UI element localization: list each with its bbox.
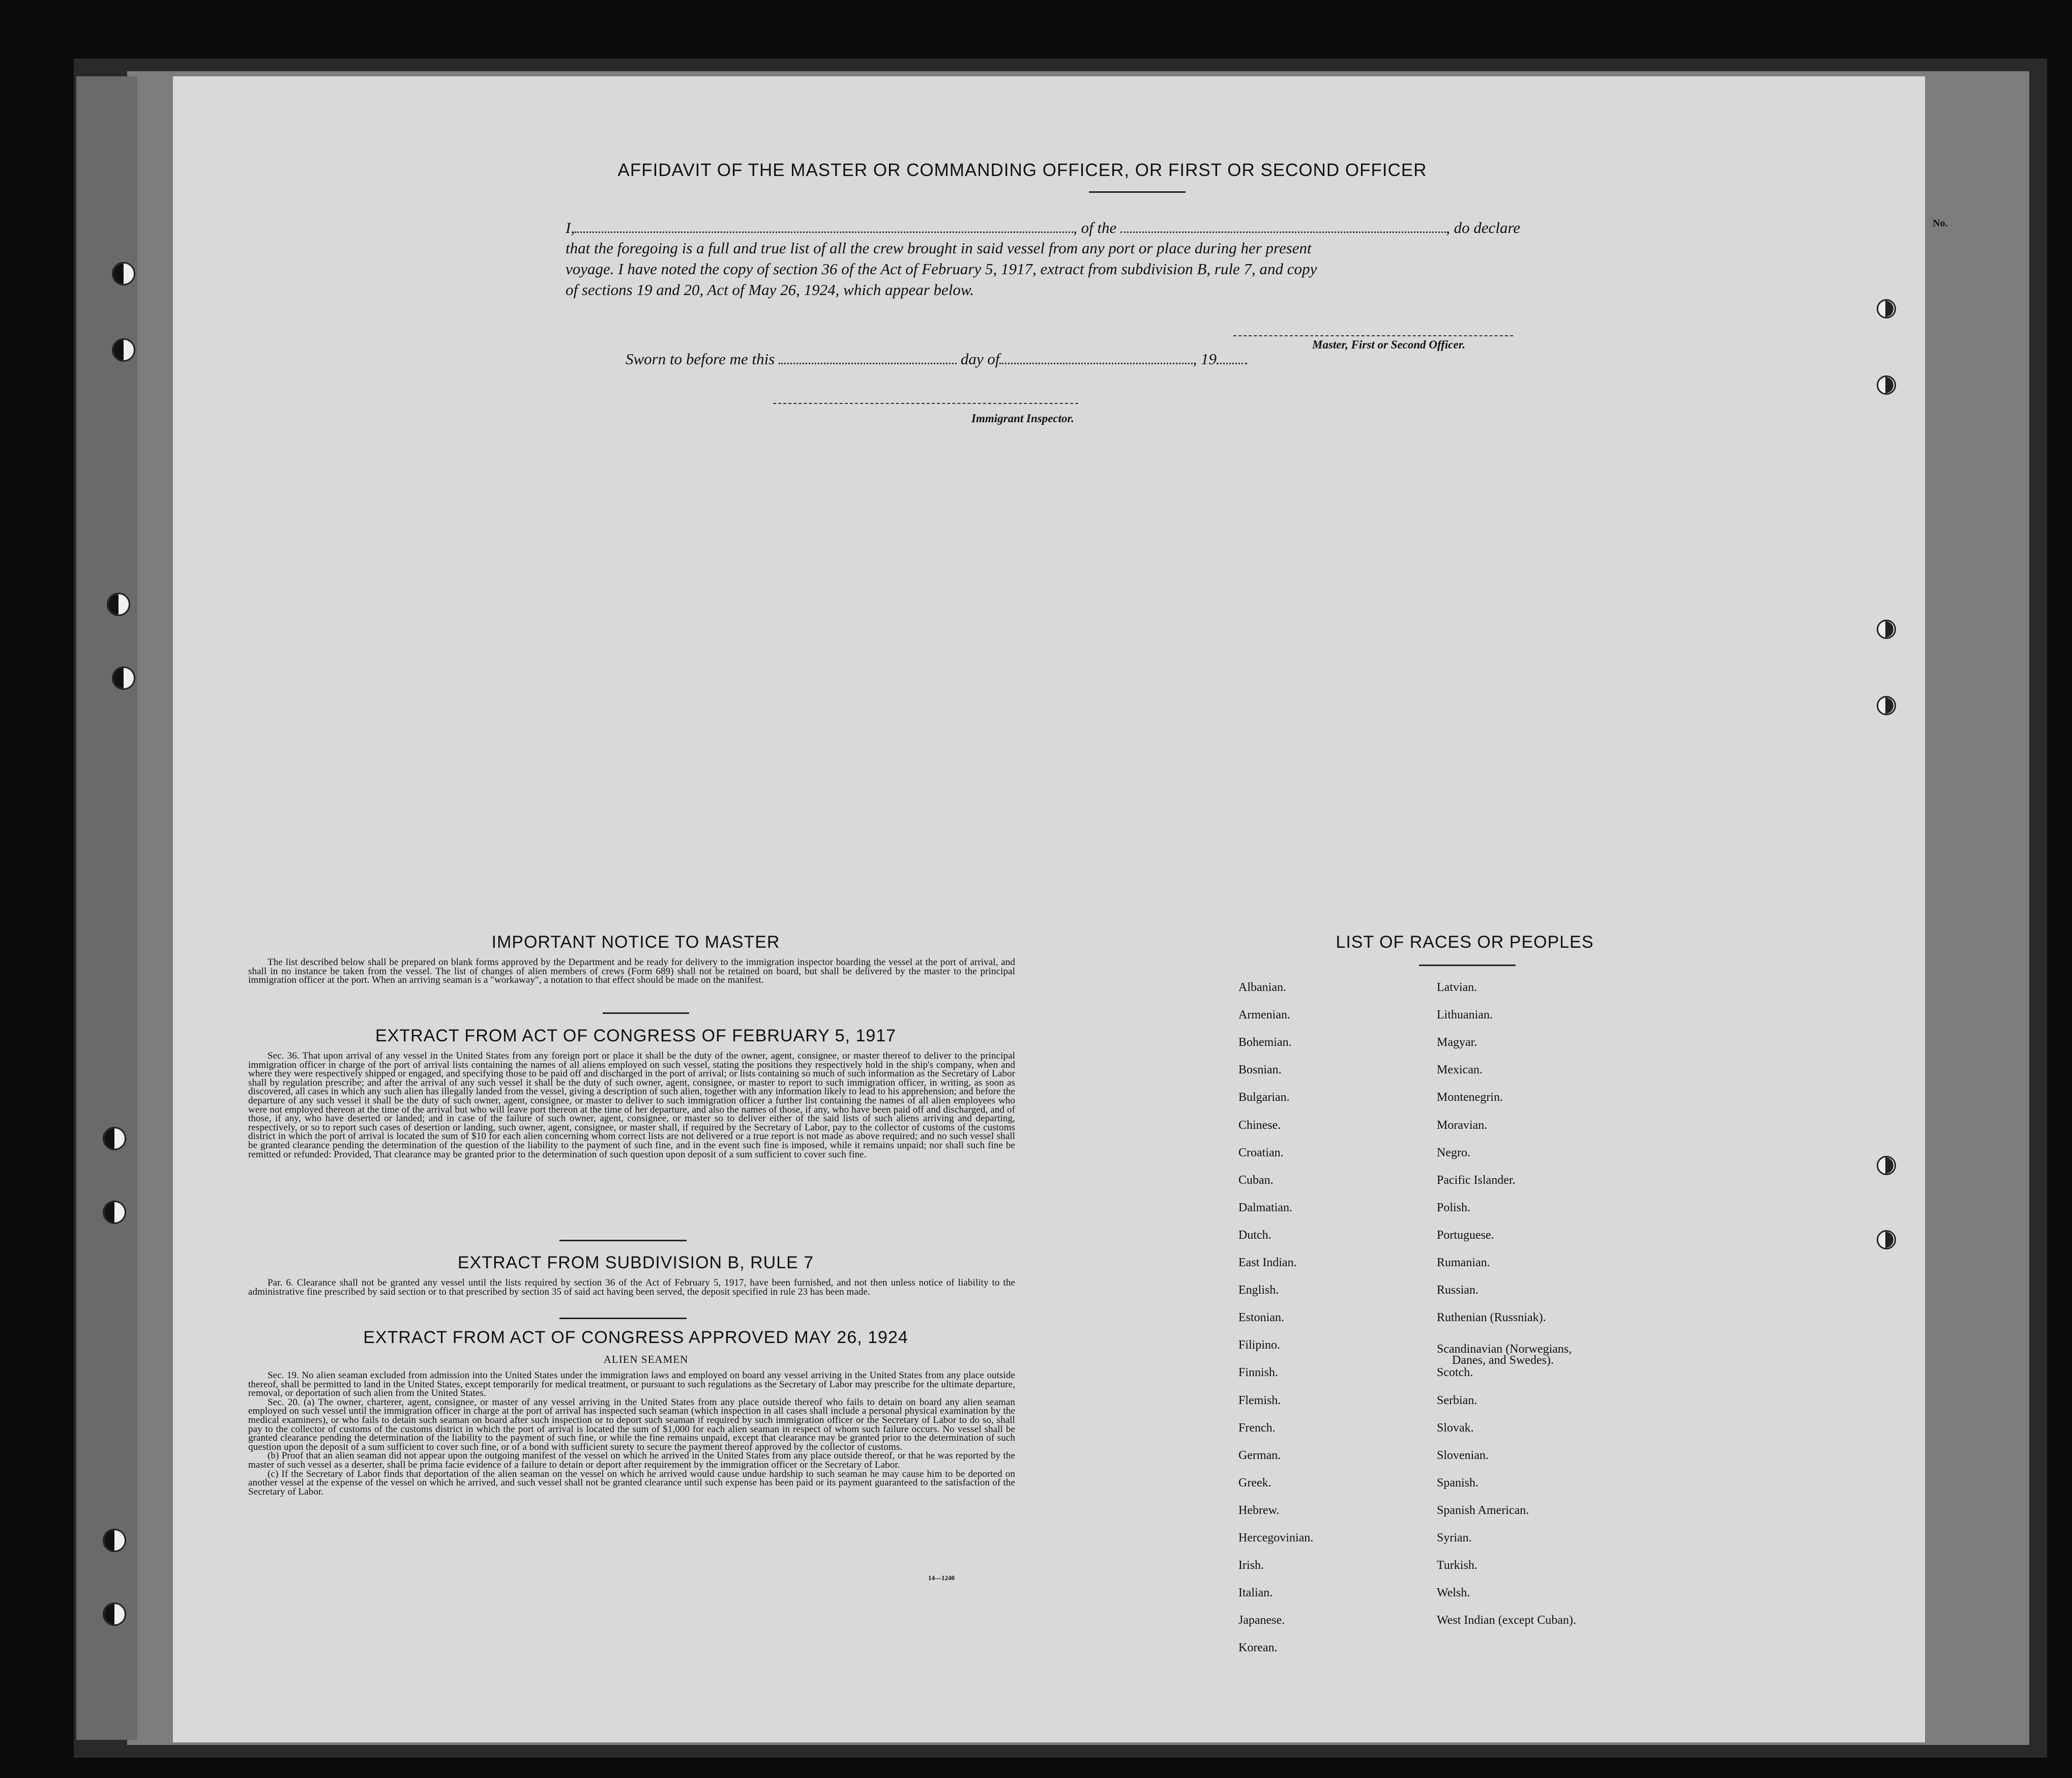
binding-hole-icon [103, 1529, 126, 1552]
binding-hole-icon [103, 1602, 126, 1626]
binding-hole-icon [112, 666, 135, 690]
alien-seamen-subtitle: ALIEN SEAMEN [603, 1353, 689, 1365]
document-page [173, 76, 1948, 1742]
binding-hole-icon [112, 338, 135, 362]
race-item: Welsh. [1437, 1586, 1470, 1600]
master-signature-line[interactable] [1233, 334, 1513, 336]
race-item: Serbian. [1437, 1393, 1477, 1407]
subdivision-b-title: EXTRACT FROM SUBDIVISION B, RULE 7 [457, 1253, 814, 1272]
form-code: 14—1240 [928, 1574, 955, 1582]
race-item: Japanese. [1238, 1614, 1285, 1627]
extract-1917-text [248, 1052, 1015, 1159]
race-item: Portuguese. [1437, 1228, 1494, 1242]
race-item: Moravian. [1437, 1118, 1488, 1132]
race-item: Slovenian. [1437, 1448, 1489, 1462]
sworn-label: Sworn to before me this [626, 350, 775, 368]
inspector-signature-line[interactable] [773, 402, 1078, 404]
sec-20a-paragraph: Sec. 20. (a) The owner, charterer, agent, consignee, or master of any vessel arriving in the United States from any place outside thereof who fails to detain on board any alien seaman employed on such vessel until the immigration officer in charge at the port of arrival has inspected such seaman (which inspection in all cases shall include a personal physical examination by the medical examiners), or who fails to detain such seaman on board after such inspection or to deport such seaman if required by such immigration officer or the Secretary of Labor to do so, shall pay to the collector of customs of the customs district in which the port of arrival is located the sum of $1,000 for each alien seaman in respect of whom such failure occurs. No vessel shall be granted clearance pending the determination of the liability to the payment of such fine, or while the fine remains unpaid, except that clearance may be granted prior to the determination of such question upon the deposit of a sum sufficient to cover such fine, or of a bond with sufficient surety to secure the payment thereof approved by the collector of customs. [248, 1396, 1015, 1452]
race-item: Korean. [1238, 1641, 1278, 1655]
race-item: Bohemian. [1238, 1036, 1292, 1050]
race-item: Spanish. [1437, 1476, 1479, 1490]
race-item: Montenegrin. [1437, 1091, 1503, 1104]
race-item: Ruthenian (Russniak). [1437, 1311, 1546, 1325]
race-item: Magyar. [1437, 1036, 1477, 1050]
race-item: West Indian (except Cuban). [1437, 1614, 1576, 1627]
subdivision-b-text [248, 1278, 1015, 1296]
notice-paragraph: The list described below shall be prepared on blank forms approved by the Department and be ready for delivery to the immigration inspector boarding the vessel at the port of arrival, and shall in no instance be taken from the vessel. The list of changes of alien members of crews (Form 689) shall not be retained on board, but shall be delivered by the master to the principal immigration officer at the port. When an arriving seaman is a "workaway", a notation to that effect should be made on the manifest. [248, 957, 1015, 986]
sheet-number: No. [1933, 218, 1948, 229]
margin-hole-icon [1877, 1156, 1896, 1175]
inspector-label: Immigrant Inspector. [971, 412, 1074, 425]
race-item: Slovak. [1437, 1421, 1474, 1435]
title-underline [1089, 191, 1186, 193]
race-item: Latvian. [1437, 981, 1477, 994]
affidavit-declaration-line [566, 219, 1520, 237]
sworn-line [626, 350, 1247, 368]
vessel-name-field[interactable] [1120, 220, 1446, 233]
race-item: Syrian. [1437, 1531, 1472, 1544]
race-item: Armenian. [1238, 1008, 1290, 1022]
margin-hole-icon [1877, 1230, 1896, 1249]
race-item: Polish. [1437, 1201, 1471, 1214]
race-item: French. [1238, 1421, 1276, 1435]
affidavit-title: AFFIDAVIT OF THE MASTER OR COMMANDING OFFICER, OR FIRST OR SECOND OFFICER [617, 160, 1427, 180]
race-item: Bulgarian. [1238, 1091, 1290, 1104]
affidavit-text-line: voyage. I have noted the copy of section 36 of the Act of February 5, 1917, extract from subdivision B, rule 7, and copy [566, 260, 1317, 278]
declarant-label: I, [566, 219, 575, 237]
notice-title: IMPORTANT NOTICE TO MASTER [491, 932, 780, 952]
race-item: Dutch. [1238, 1228, 1271, 1242]
races-title-underline [1419, 965, 1516, 966]
sworn-month-field[interactable] [999, 352, 1193, 364]
master-signature-label: Master, First or Second Officer. [1312, 338, 1466, 351]
section-divider [559, 1240, 687, 1241]
race-item: Hercegovinian. [1238, 1531, 1314, 1544]
race-item: German. [1238, 1448, 1281, 1462]
race-item: Dalmatian. [1238, 1201, 1292, 1214]
race-item: Turkish. [1437, 1559, 1477, 1572]
race-item: English. [1238, 1284, 1279, 1297]
extract-1924-title: EXTRACT FROM ACT OF CONGRESS APPROVED MAY 26, 1924 [363, 1328, 908, 1347]
race-item: Negro. [1437, 1146, 1470, 1159]
race-item: Pacific Islander. [1437, 1173, 1516, 1187]
race-item: Irish. [1238, 1559, 1264, 1572]
extract-1917-title: EXTRACT FROM ACT OF CONGRESS OF FEBRUARY 5, 1917 [375, 1026, 897, 1045]
section-36-paragraph: Sec. 36. That upon arrival of any vessel in the United States from any foreign port or place it shall be the duty of the owner, agent, consignee, or master thereof to deliver to the principal immigration officer in charge of the port of arrival lists containing the names of all aliens employed on such vessel, stating the positions they respectively hold in the ship's company, when and where they were respectively shipped or engaged, and specifying those to be paid off and discharged in the port of arrival; or lists containing so much of such information as the Secretary of Labor shall by regulation prescribe; and after the arrival of any such vessel it shall be the duty of such owner, agent, consignee, or master to report to such immigration officer, in writing, as soon as discovered, all cases in which any such alien has illegally landed from the vessel, giving a description of such alien, together with any information likely to lead to his apprehension; and before the departure of any such vessel it shall be the duty of such owner, agent, consignee, or master to deliver to such immigration officer a further list containing the names of all alien employees who were not employed thereon at the time of the arrival but who will leave port thereon at the time of her departure, and also the names of those, if any, who have been paid off and discharged, and of those, if any, who have deserted or landed; and in case of the failure of such owner, agent, consignee, or master so to deliver either of the said lists of such aliens arriving and departing, respectively, or so to report such cases of desertion or landing, such owner, agent, consignee, or master shall, if required by the Secretary of Labor, pay to the collector of customs of the customs district in which the port of arrival is located the sum of $10 for each alien concerning whom correct lists are not delivered or a true report is not made as above required; and no such vessel shall be granted clearance pending the determination of the question of the liability to the payment of such fine, and in the event such fine is imposed, while it remains unpaid; nor shall such fine be remitted or refunded: Provided, That clearance may be granted prior to the determination of such question upon deposit of a sum sufficient to cover such fine. [248, 1051, 1015, 1160]
sworn-year-field[interactable] [1217, 352, 1247, 364]
notice-text [248, 958, 1015, 985]
section-divider [559, 1318, 687, 1319]
race-item: Filipino. [1238, 1338, 1281, 1352]
sworn-day-field[interactable] [779, 352, 957, 364]
sec-19-paragraph: Sec. 19. No alien seaman excluded from admission into the United States under the immigration laws and employed on board any vessel arriving in the United States from any place outside thereof, shall be permitted to land in the United States, except temporarily for medical treatment, or pursuant to such regulations as the Secretary of Labor may prescribe for the ultimate departure, removal, or deportation of such alien from the United States. [248, 1370, 1015, 1399]
declarant-name-field[interactable] [575, 220, 1073, 233]
binding-hole-icon [103, 1201, 126, 1224]
race-item: Bosnian. [1238, 1063, 1282, 1077]
declare-label: , do declare [1446, 219, 1521, 237]
par-6-paragraph: Par. 6. Clearance shall not be granted any vessel until the lists required by section 36 of the Act of February 5, 1917, have been furnished, and not then unless notice of liability to the administrative fine prescribed by said section or to that prescribed by section 35 of said act having been served, the deposit specified in rule 23 has been made. [248, 1277, 1015, 1297]
margin-hole-icon [1877, 375, 1896, 395]
race-item: Estonian. [1238, 1311, 1284, 1325]
races-title: LIST OF RACES OR PEOPLES [1336, 932, 1594, 952]
race-item: Croatian. [1238, 1146, 1284, 1159]
race-item: Finnish. [1238, 1366, 1279, 1380]
affidavit-text-line: of sections 19 and 20, Act of May 26, 1924, which appear below. [566, 281, 974, 299]
vessel-of-label: , of the [1073, 219, 1117, 237]
margin-hole-icon [1877, 299, 1896, 318]
race-item: Lithuanian. [1437, 1008, 1493, 1022]
binding-hole-icon [112, 262, 135, 285]
race-item: Scotch. [1437, 1366, 1473, 1380]
margin-hole-icon [1877, 620, 1896, 639]
extract-1924-text [248, 1371, 1015, 1496]
section-divider [603, 1012, 689, 1014]
race-item: Greek. [1238, 1476, 1271, 1490]
race-item: Flemish. [1238, 1393, 1281, 1407]
binder-strip [76, 76, 137, 1740]
race-item: Danes, and Swedes). [1452, 1354, 1554, 1367]
race-item: Russian. [1437, 1284, 1479, 1297]
race-item: Albanian. [1238, 981, 1286, 994]
race-item: Cuban. [1238, 1173, 1274, 1187]
affidavit-text-line: that the foregoing is a full and true list of all the crew brought in said vessel from any port or place during her present [566, 239, 1312, 257]
race-item: Chinese. [1238, 1118, 1281, 1132]
margin-hole-icon [1877, 696, 1896, 715]
race-item: Spanish American. [1437, 1503, 1529, 1517]
race-item: Hebrew. [1238, 1503, 1280, 1517]
race-item: Italian. [1238, 1586, 1273, 1600]
binding-hole-icon [107, 593, 130, 616]
day-of-label: day of [960, 350, 1000, 368]
race-item: Mexican. [1437, 1063, 1483, 1077]
sec-20b-paragraph: (b) Proof that an alien seaman did not appear upon the outgoing manifest of the vessel on which he arrived in the United States from any place outside thereof, or that he was reported by the master of such vessel as a deserter, shall be prima facie evidence of a failure to detain or deport after requirement by the immigration officer or the Secretary of Labor. [248, 1450, 1015, 1470]
race-item: Rumanian. [1437, 1256, 1490, 1269]
binding-hole-icon [103, 1127, 126, 1150]
year-label: , 19 [1193, 350, 1217, 368]
race-item: Scandinavian (Norwegians, [1437, 1343, 1572, 1356]
race-item: East Indian. [1238, 1256, 1297, 1269]
sec-20c-paragraph: (c) If the Secretary of Labor finds that deportation of the alien seaman on the vessel on which he arrived would cause undue hardship to such seaman he may cause him to be deported on another vessel at the expense of the vessel on which he arrived, and such vessel shall not be granted clearance until such expense has been paid or its payment guaranteed to the satisfaction of the Secretary of Labor. [248, 1468, 1015, 1497]
